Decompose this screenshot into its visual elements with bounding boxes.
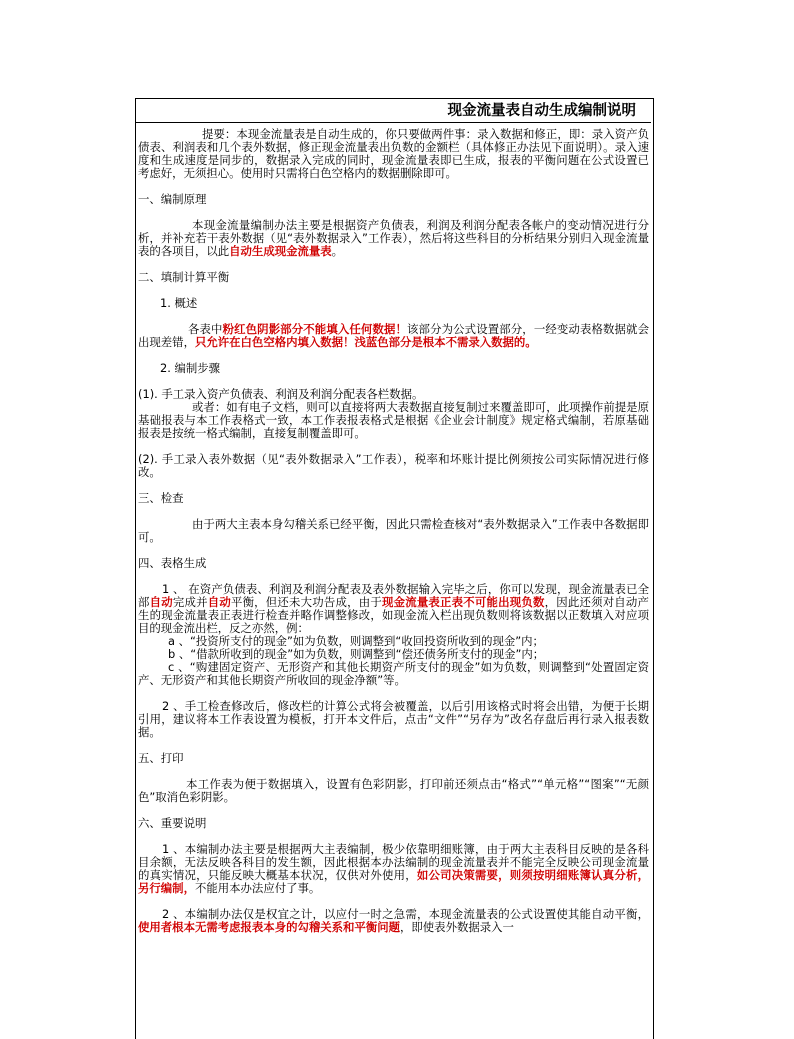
section-5-paragraph: 本工作表为便于数据填入，设置有色彩阴影，打印前还须点击“格式”“单元格”“图案”“无颜色”取消色彩阴影。 xyxy=(138,777,649,804)
section-6-paragraph-2: 2 、本编制办法仅是权宜之计，以应付一时之急需，本现金流量表的公式设置使其能自动平衡，使用者根本无需考虑报表本身的勾稽关系和平衡问题，即使表外数据录入一 xyxy=(138,907,649,934)
section-1-heading: 一、编制原理 xyxy=(138,192,207,206)
document-body xyxy=(138,128,649,934)
intro-paragraph: 提要：本现金流量表是自动生成的，你只要做两件事：录入数据和修正，即：录入资产负债表、利润表和几个表外数据，修正现金流量表出负数的金额栏（具体修正办法见下面说明）。录入速度和生成速度是同步的，数据录入完成的同时，现金流量表即已生成，报表的平衡问题在公式设置已考虑好，无须担心。使用时只需将白色空格内的数据删除即可。 xyxy=(138,127,649,180)
section-4-item-c: c 、“购建固定资产、无形资产和其他长期资产所支付的现金”如为负数，则调整到“处置固定资产、无形资产和其他长期资产所收回的现金净额”等。 xyxy=(138,660,649,687)
section-4-item-a: a 、“投资所支付的现金”如为负数，则调整到“收回投资所收到的现金”内； xyxy=(168,634,544,648)
section-2-heading: 二、填制计算平衡 xyxy=(138,270,230,284)
section-2-overview-paragraph: 各表中粉红色阴影部分不能填入任何数据！该部分为公式设置部分，一经变动表格数据就会出现差错，只允许在白色空格内填入数据！浅蓝色部分是根本不需录入数据的。 xyxy=(138,322,649,349)
section-5-heading: 五、打印 xyxy=(138,751,184,765)
section-6-paragraph-1: 1 、本编制办法主要是根据两大主表编制，极少依靠明细账簿，由于两大主表科目反映的是各科目余额，无法反映各科目的发生额，因此根据本办法编制的现金流量表并不能完全反映公司现金流量的真实情况，只能反映大概基本状况，仅供对外使用，如公司决策需要，则须按明细账簿认真分析，另行编制，不能用本办法应付了事。 xyxy=(138,842,649,895)
step-2: (2). 手工录入表外数据（见“表外数据录入”工作表），税率和坏账计提比例须按公司实际情况进行修改。 xyxy=(138,452,649,479)
section-2-sub-steps: 2. 编制步骤 xyxy=(160,361,221,375)
step-1-note: 或者：如有电子文档，则可以直接将两大表数据直接复制过来覆盖即可，此项操作前提是原基础报表与本工作表格式一致，本工作表报表格式是根据《企业会计制度》规定格式编制，若原基础报表是按统一格式编制，直接复制覆盖即可。 xyxy=(138,400,649,440)
section-4-heading: 四、表格生成 xyxy=(138,556,207,570)
section-1-paragraph: 本现金流量编制办法主要是根据资产负债表，利润及利润分配表各帐户的变动情况进行分析，并补充若干表外数据（见“表外数据录入”工作表），然后将这些科目的分析结果分别归入现金流量表的各项目，以此自动生成现金流量表。 xyxy=(138,218,649,258)
section-3-heading: 三、检查 xyxy=(138,491,184,505)
section-4-paragraph-1: 1 、 在资产负债表、利润及利润分配表及表外数据输入完毕之后，你可以发现，现金流量表已全部自动完成并自动平衡，但还未大功告成，由于现金流量表正表不可能出现负数，因此还须对自动产生的现金流量表正表进行检查并略作调整修改，如现金流入栏出现负数则将该数据以正数填入对应项目的现金流出栏，反之亦然，例： xyxy=(138,582,649,635)
section-4-paragraph-2: 2 、手工检查修改后，修改栏的计算公式将会被覆盖，以后引用该格式时将会出错，为便于长期引用，建议将本工作表设置为模板，打开本文件后，点击“文件”“另存为”改名存盘后再行录入报表数据。 xyxy=(138,699,649,739)
section-4-item-b: b 、“借款所收到的现金”如为负数，则调整到“偿还债务所支付的现金”内； xyxy=(168,647,545,661)
step-1: (1). 手工录入资产负债表、利润及利润分配表各栏数据。 xyxy=(138,387,424,401)
section-2-sub-overview: 1. 概述 xyxy=(160,296,198,310)
page-title: 现金流量表自动生成编制说明 xyxy=(136,99,651,123)
section-6-heading: 六、重要说明 xyxy=(138,816,207,830)
section-3-paragraph: 由于两大主表本身勾稽关系已经平衡，因此只需检查核对“表外数据录入”工作表中各数据即可。 xyxy=(138,517,649,544)
